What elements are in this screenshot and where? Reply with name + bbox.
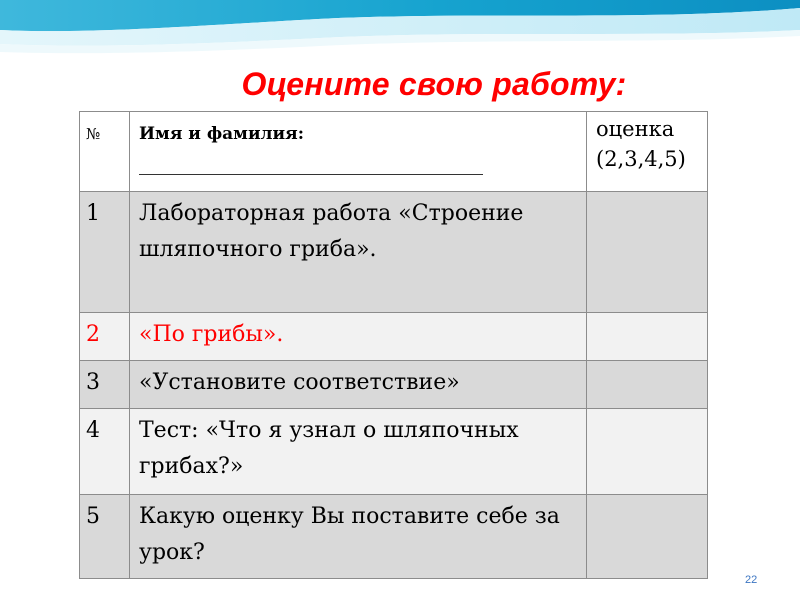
row-task: «Установите соответствие» (130, 361, 587, 409)
row-task: Тест: «Что я узнал о шляпочных грибах?» (130, 409, 587, 495)
table-row (80, 313, 708, 361)
name-fill-line[interactable] (139, 174, 483, 175)
row-task: Лабораторная работа «Строение шляпочного гриба». (130, 192, 587, 313)
row-grade-cell[interactable] (587, 192, 708, 313)
row-number: 3 (80, 361, 130, 409)
table-header-row (80, 112, 708, 192)
slide-title: Оцените свою работу: (241, 66, 627, 102)
header-name-cell (130, 112, 587, 192)
row-number: 4 (80, 409, 130, 495)
table-row (80, 495, 708, 579)
row-grade-cell[interactable] (587, 495, 708, 579)
table-row (80, 192, 708, 313)
row-task: «По грибы». (130, 313, 587, 361)
table-row (80, 361, 708, 409)
row-number: 1 (80, 192, 130, 313)
row-grade-cell[interactable] (587, 313, 708, 361)
row-task: Какую оценку Вы поставите себе за урок? (130, 495, 587, 579)
page-number: 22 (745, 574, 758, 586)
header-grade: оценка (2,3,4,5) (587, 112, 708, 192)
row-grade-cell[interactable] (587, 409, 708, 495)
self-assessment-table (79, 111, 708, 579)
header-name-label: Имя и фамилия: (139, 124, 304, 144)
row-grade-cell[interactable] (587, 361, 708, 409)
table-row (80, 409, 708, 495)
header-number: № (80, 112, 130, 192)
row-number: 2 (80, 313, 130, 361)
header-wave-banner (0, 0, 800, 60)
row-number: 5 (80, 495, 130, 579)
